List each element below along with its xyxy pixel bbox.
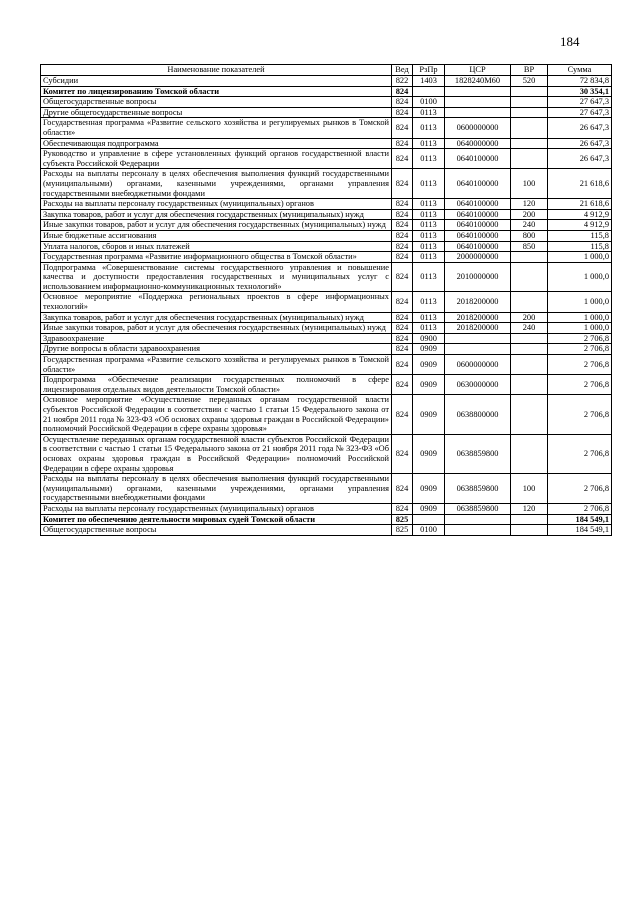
- table-row: [41, 355, 612, 375]
- cell-ved: 824: [392, 86, 413, 97]
- cell-vr: [511, 434, 548, 473]
- table-row: [41, 344, 612, 355]
- cell-csr: 0640100000: [445, 241, 511, 252]
- cell-rzpr: 0113: [413, 149, 445, 169]
- cell-sum: 1 000,0: [548, 323, 612, 334]
- table-row: [41, 149, 612, 169]
- cell-rzpr: 0113: [413, 107, 445, 118]
- table-row: [41, 395, 612, 434]
- cell-csr: 0640100000: [445, 209, 511, 220]
- cell-ved: 824: [392, 209, 413, 220]
- cell-sum: 27 647,3: [548, 97, 612, 108]
- cell-name: Государственная программа «Развитие сельского хозяйства и регулируемых рынков в Томской области»: [41, 118, 392, 138]
- cell-vr: [511, 149, 548, 169]
- cell-rzpr: 0909: [413, 375, 445, 395]
- cell-csr: [445, 333, 511, 344]
- cell-csr: 0640100000: [445, 169, 511, 199]
- cell-vr: 200: [511, 312, 548, 323]
- cell-csr: 0638859800: [445, 474, 511, 504]
- cell-rzpr: 0909: [413, 503, 445, 514]
- cell-ved: 824: [392, 252, 413, 263]
- cell-sum: 30 354,1: [548, 86, 612, 97]
- cell-rzpr: 0100: [413, 97, 445, 108]
- cell-sum: 115,8: [548, 230, 612, 241]
- cell-csr: 2018200000: [445, 312, 511, 323]
- table-row: [41, 230, 612, 241]
- cell-sum: 115,8: [548, 241, 612, 252]
- cell-csr: 0638859800: [445, 503, 511, 514]
- table-row: [41, 138, 612, 149]
- cell-name: Общегосударственные вопросы: [41, 525, 392, 536]
- cell-sum: 2 706,8: [548, 434, 612, 473]
- cell-vr: 120: [511, 503, 548, 514]
- cell-ved: 825: [392, 514, 413, 525]
- table-row: [41, 220, 612, 231]
- cell-csr: 0640100000: [445, 199, 511, 210]
- cell-sum: 2 706,8: [548, 355, 612, 375]
- cell-name: Основное мероприятие «Осуществление переданных органам государственной власти субъектов Российской Федерации в соответствии с частью 1 статьи 15 Федерального закона от 21 ноября 2011 года № 323-ФЗ «Об основах охраны здоровья граждан в Российской Федерации» полномочий Российской Федерации в сфере охраны здоровья»: [41, 395, 392, 434]
- page-number: 184: [560, 34, 580, 49]
- cell-rzpr: 0113: [413, 118, 445, 138]
- cell-csr: 0640100000: [445, 220, 511, 231]
- cell-csr: [445, 97, 511, 108]
- cell-vr: 850: [511, 241, 548, 252]
- table-row: [41, 76, 612, 87]
- cell-vr: [511, 395, 548, 434]
- cell-ved: 824: [392, 434, 413, 473]
- cell-sum: 26 647,3: [548, 138, 612, 149]
- cell-sum: 184 549,1: [548, 514, 612, 525]
- cell-csr: 0640100000: [445, 149, 511, 169]
- cell-rzpr: 0909: [413, 474, 445, 504]
- table-row: [41, 169, 612, 199]
- cell-name: Подпрограмма «Совершенствование системы государственного управления и повышение качества и доступности предоставления государственных и муниципальных услуг с использованием информационно-коммуникационных технологий»: [41, 262, 392, 292]
- cell-vr: [511, 344, 548, 355]
- cell-name: Уплата налогов, сборов и иных платежей: [41, 241, 392, 252]
- cell-ved: 824: [392, 220, 413, 231]
- cell-csr: 1828240М60: [445, 76, 511, 87]
- table-row: [41, 375, 612, 395]
- cell-ved: 824: [392, 97, 413, 108]
- cell-name: Комитет по лицензированию Томской области: [41, 86, 392, 97]
- cell-name: Основное мероприятие «Поддержка региональных проектов в сфере информационных технологий»: [41, 292, 392, 312]
- header-rzpr: РзПр: [413, 65, 445, 76]
- cell-csr: 2018200000: [445, 292, 511, 312]
- cell-rzpr: [413, 86, 445, 97]
- budget-table: [40, 64, 612, 536]
- cell-vr: [511, 375, 548, 395]
- cell-ved: 824: [392, 107, 413, 118]
- header-csr: ЦСР: [445, 65, 511, 76]
- table-row: [41, 107, 612, 118]
- cell-csr: 0640100000: [445, 230, 511, 241]
- cell-csr: [445, 107, 511, 118]
- cell-ved: 825: [392, 525, 413, 536]
- cell-name: Подпрограмма «Обеспечение реализации государственных полномочий в сфере лицензирования отдельных видов деятельности Томской области»: [41, 375, 392, 395]
- cell-csr: 0600000000: [445, 355, 511, 375]
- header-ved: Вед: [392, 65, 413, 76]
- cell-sum: 4 912,9: [548, 209, 612, 220]
- cell-rzpr: 1403: [413, 76, 445, 87]
- cell-sum: 4 912,9: [548, 220, 612, 231]
- table-row: [41, 86, 612, 97]
- cell-rzpr: 0909: [413, 355, 445, 375]
- table-row: [41, 333, 612, 344]
- cell-ved: 824: [392, 503, 413, 514]
- cell-name: Государственная программа «Развитие сельского хозяйства и регулируемых рынков в Томской области»: [41, 355, 392, 375]
- cell-ved: 824: [392, 323, 413, 334]
- cell-ved: 824: [392, 149, 413, 169]
- cell-vr: 100: [511, 474, 548, 504]
- cell-name: Расходы на выплаты персоналу государственных (муниципальных) органов: [41, 503, 392, 514]
- cell-rzpr: 0113: [413, 292, 445, 312]
- cell-vr: 120: [511, 199, 548, 210]
- table-row: [41, 312, 612, 323]
- cell-rzpr: 0113: [413, 262, 445, 292]
- cell-ved: 824: [392, 312, 413, 323]
- cell-vr: [511, 333, 548, 344]
- cell-sum: 1 000,0: [548, 262, 612, 292]
- cell-vr: 100: [511, 169, 548, 199]
- cell-name: Иные бюджетные ассигнования: [41, 230, 392, 241]
- cell-rzpr: 0900: [413, 333, 445, 344]
- cell-name: Расходы на выплаты персоналу государственных (муниципальных) органов: [41, 199, 392, 210]
- cell-vr: [511, 97, 548, 108]
- table-row: [41, 525, 612, 536]
- cell-sum: 1 000,0: [548, 252, 612, 263]
- cell-rzpr: 0100: [413, 525, 445, 536]
- table-row: [41, 241, 612, 252]
- header-sum: Сумма: [548, 65, 612, 76]
- cell-name: Комитет по обеспечению деятельности мировых судей Томской области: [41, 514, 392, 525]
- cell-sum: 2 706,8: [548, 375, 612, 395]
- cell-ved: 824: [392, 199, 413, 210]
- cell-vr: [511, 355, 548, 375]
- cell-rzpr: 0113: [413, 199, 445, 210]
- cell-csr: 0600000000: [445, 118, 511, 138]
- cell-sum: 2 706,8: [548, 333, 612, 344]
- cell-ved: 824: [392, 355, 413, 375]
- table-row: [41, 292, 612, 312]
- table-row: [41, 262, 612, 292]
- cell-csr: [445, 525, 511, 536]
- cell-rzpr: 0909: [413, 434, 445, 473]
- cell-sum: 2 706,8: [548, 503, 612, 514]
- cell-ved: 824: [392, 375, 413, 395]
- table-row: [41, 97, 612, 108]
- cell-ved: 824: [392, 241, 413, 252]
- cell-ved: 824: [392, 138, 413, 149]
- cell-name: Закупка товаров, работ и услуг для обеспечения государственных (муниципальных) нужд: [41, 312, 392, 323]
- cell-rzpr: 0113: [413, 220, 445, 231]
- cell-csr: 2018200000: [445, 323, 511, 334]
- cell-rzpr: 0909: [413, 395, 445, 434]
- cell-vr: [511, 525, 548, 536]
- cell-sum: 72 834,8: [548, 76, 612, 87]
- cell-vr: 800: [511, 230, 548, 241]
- cell-ved: 824: [392, 474, 413, 504]
- cell-csr: [445, 86, 511, 97]
- cell-csr: 0638800000: [445, 395, 511, 434]
- cell-csr: 0640000000: [445, 138, 511, 149]
- cell-name: Субсидии: [41, 76, 392, 87]
- cell-sum: 2 706,8: [548, 474, 612, 504]
- table-row: [41, 252, 612, 263]
- cell-vr: [511, 292, 548, 312]
- cell-vr: [511, 252, 548, 263]
- cell-rzpr: 0113: [413, 312, 445, 323]
- cell-vr: [511, 138, 548, 149]
- cell-name: Иные закупки товаров, работ и услуг для обеспечения государственных (муниципальных) нужд: [41, 220, 392, 231]
- cell-vr: [511, 107, 548, 118]
- cell-ved: 824: [392, 395, 413, 434]
- cell-rzpr: 0909: [413, 344, 445, 355]
- cell-rzpr: 0113: [413, 323, 445, 334]
- cell-ved: 824: [392, 118, 413, 138]
- cell-vr: [511, 262, 548, 292]
- cell-rzpr: 0113: [413, 209, 445, 220]
- cell-name: Здравоохранение: [41, 333, 392, 344]
- table-row: [41, 474, 612, 504]
- cell-ved: 824: [392, 169, 413, 199]
- cell-rzpr: 0113: [413, 230, 445, 241]
- cell-rzpr: 0113: [413, 241, 445, 252]
- cell-vr: 520: [511, 76, 548, 87]
- cell-name: Осуществление переданных органам государственной власти субъектов Российской Федерации в соответствии с частью 1 статьи 15 Федерального закона от 21 ноября 2011 года № 323-ФЗ «Об основах охраны здоровья граждан в Российской Федерации» полномочий Российской Федерации в сфере охраны здоровья: [41, 434, 392, 473]
- table-row: [41, 118, 612, 138]
- cell-sum: 27 647,3: [548, 107, 612, 118]
- table-row: [41, 209, 612, 220]
- cell-name: Общегосударственные вопросы: [41, 97, 392, 108]
- table-row: [41, 199, 612, 210]
- cell-name: Расходы на выплаты персоналу в целях обеспечения выполнения функций государственными (муниципальными) органами, казенными учреждениями, органами управления государственными внебюджетными фондами: [41, 169, 392, 199]
- cell-csr: 2010000000: [445, 262, 511, 292]
- table-row: [41, 503, 612, 514]
- cell-ved: 824: [392, 333, 413, 344]
- cell-csr: 0630000000: [445, 375, 511, 395]
- cell-sum: 26 647,3: [548, 118, 612, 138]
- cell-csr: 2000000000: [445, 252, 511, 263]
- cell-csr: 0638859800: [445, 434, 511, 473]
- cell-ved: 824: [392, 344, 413, 355]
- header-vr: ВР: [511, 65, 548, 76]
- cell-rzpr: 0113: [413, 169, 445, 199]
- cell-sum: 21 618,6: [548, 169, 612, 199]
- cell-ved: 824: [392, 230, 413, 241]
- cell-vr: 200: [511, 209, 548, 220]
- cell-vr: 240: [511, 220, 548, 231]
- cell-ved: 824: [392, 262, 413, 292]
- cell-rzpr: 0113: [413, 138, 445, 149]
- cell-sum: 2 706,8: [548, 344, 612, 355]
- table-header-row: [41, 65, 612, 76]
- cell-csr: [445, 344, 511, 355]
- cell-ved: 824: [392, 292, 413, 312]
- cell-name: Расходы на выплаты персоналу в целях обеспечения выполнения функций государственными (муниципальными) органами, казенными учреждениями, органами управления государственными внебюджетными фондами: [41, 474, 392, 504]
- cell-name: Другие вопросы в области здравоохранения: [41, 344, 392, 355]
- cell-vr: [511, 514, 548, 525]
- header-name: Наименование показателей: [41, 65, 392, 76]
- cell-sum: 184 549,1: [548, 525, 612, 536]
- table-row: [41, 514, 612, 525]
- cell-sum: 21 618,6: [548, 199, 612, 210]
- cell-ved: 822: [392, 76, 413, 87]
- cell-rzpr: 0113: [413, 252, 445, 263]
- cell-csr: [445, 514, 511, 525]
- cell-name: Руководство и управление в сфере установленных функций органов государственной власти субъекта Российской Федерации: [41, 149, 392, 169]
- table-row: [41, 434, 612, 473]
- cell-sum: 2 706,8: [548, 395, 612, 434]
- cell-sum: 1 000,0: [548, 312, 612, 323]
- cell-vr: [511, 118, 548, 138]
- cell-sum: 1 000,0: [548, 292, 612, 312]
- cell-name: Обеспечивающая подпрограмма: [41, 138, 392, 149]
- cell-name: Другие общегосударственные вопросы: [41, 107, 392, 118]
- cell-vr: [511, 86, 548, 97]
- cell-rzpr: [413, 514, 445, 525]
- table-row: [41, 323, 612, 334]
- cell-name: Закупка товаров, работ и услуг для обеспечения государственных (муниципальных) нужд: [41, 209, 392, 220]
- cell-name: Государственная программа «Развитие информационного общества в Томской области»: [41, 252, 392, 263]
- cell-vr: 240: [511, 323, 548, 334]
- cell-name: Иные закупки товаров, работ и услуг для обеспечения государственных (муниципальных) нужд: [41, 323, 392, 334]
- cell-sum: 26 647,3: [548, 149, 612, 169]
